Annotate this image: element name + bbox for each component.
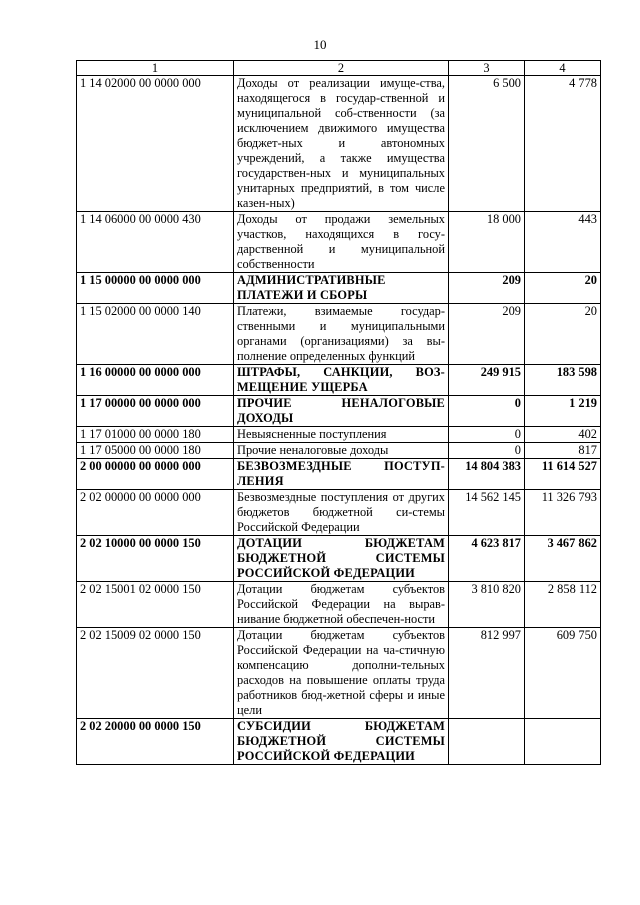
table-body (77, 76, 601, 765)
column-header-2: 2 (234, 61, 449, 76)
value-col3-cell: 4 623 817 (449, 536, 525, 582)
value-col4-cell: 817 (525, 443, 601, 459)
revenue-name-cell: Дотации бюджетам субъектов Российской Федерации на вырав-нивание бюджетной обеспечен-ности (234, 582, 449, 628)
value-col4-cell: 402 (525, 427, 601, 443)
table-row (77, 459, 601, 490)
table-row (77, 582, 601, 628)
revenue-name-cell: Дотации бюджетам субъектов Российской Федерации на ча-стичную компенсацию дополни-тельных расходов на повышение оплаты труда работников бюд-жетной сферы и иные цели (234, 628, 449, 719)
table-row (77, 212, 601, 273)
revenue-name-cell: АДМИНИСТРАТИВНЫЕ ПЛАТЕЖИ И СБОРЫ (234, 273, 449, 304)
value-col4-cell: 11 326 793 (525, 490, 601, 536)
table-row (77, 396, 601, 427)
budget-code-cell: 2 00 00000 00 0000 000 (77, 459, 234, 490)
budget-code-cell: 2 02 20000 00 0000 150 (77, 719, 234, 765)
value-col4-cell: 443 (525, 212, 601, 273)
table-row (77, 76, 601, 212)
value-col4-cell: 3 467 862 (525, 536, 601, 582)
value-col3-cell: 18 000 (449, 212, 525, 273)
value-col3-cell (449, 719, 525, 765)
budget-code-cell: 2 02 15001 02 0000 150 (77, 582, 234, 628)
revenue-name-cell: Доходы от реализации имуще-ства, находящегося в государ-ственной и муниципальной соб-ственности (за исключением движимого имущества бюджет-ных и автономных учреждений, а также имущества государствен-ных и муниципальных унитарных предприятий, в том числе казен-ных) (234, 76, 449, 212)
value-col3-cell: 0 (449, 427, 525, 443)
column-header-4: 4 (525, 61, 601, 76)
budget-code-cell: 2 02 15009 02 0000 150 (77, 628, 234, 719)
value-col4-cell: 20 (525, 304, 601, 365)
column-header-3: 3 (449, 61, 525, 76)
column-header-1: 1 (77, 61, 234, 76)
value-col3-cell: 209 (449, 304, 525, 365)
budget-code-cell: 1 17 00000 00 0000 000 (77, 396, 234, 427)
revenue-name-cell: ШТРАФЫ, САНКЦИИ, ВОЗ-МЕЩЕНИЕ УЩЕРБА (234, 365, 449, 396)
budget-code-cell: 1 17 01000 00 0000 180 (77, 427, 234, 443)
budget-code-cell: 2 02 00000 00 0000 000 (77, 490, 234, 536)
value-col4-cell: 183 598 (525, 365, 601, 396)
table-row (77, 365, 601, 396)
value-col4-cell: 4 778 (525, 76, 601, 212)
revenue-name-cell: СУБСИДИИ БЮДЖЕТАМ БЮДЖЕТНОЙ СИСТЕМЫ РОССИЙСКОЙ ФЕДЕРАЦИИ (234, 719, 449, 765)
value-col4-cell: 20 (525, 273, 601, 304)
revenue-name-cell: ПРОЧИЕ НЕНАЛОГОВЫЕ ДОХОДЫ (234, 396, 449, 427)
value-col3-cell: 0 (449, 443, 525, 459)
revenue-table (76, 60, 601, 765)
value-col4-cell: 1 219 (525, 396, 601, 427)
table-row (77, 719, 601, 765)
table-header-row (77, 61, 601, 76)
budget-code-cell: 1 15 02000 00 0000 140 (77, 304, 234, 365)
value-col4-cell (525, 719, 601, 765)
value-col3-cell: 249 915 (449, 365, 525, 396)
value-col3-cell: 812 997 (449, 628, 525, 719)
budget-code-cell: 1 17 05000 00 0000 180 (77, 443, 234, 459)
table-row (77, 536, 601, 582)
revenue-name-cell: Прочие неналоговые доходы (234, 443, 449, 459)
table-row (77, 304, 601, 365)
revenue-name-cell: Платежи, взимаемые государ-ственными и муниципальными органами (организациями) за вы-полнение определенных функций (234, 304, 449, 365)
revenue-name-cell: ДОТАЦИИ БЮДЖЕТАМ БЮДЖЕТНОЙ СИСТЕМЫ РОССИЙСКОЙ ФЕДЕРАЦИИ (234, 536, 449, 582)
value-col4-cell: 609 750 (525, 628, 601, 719)
value-col3-cell: 14 804 383 (449, 459, 525, 490)
table-row (77, 628, 601, 719)
table-row (77, 427, 601, 443)
budget-code-cell: 2 02 10000 00 0000 150 (77, 536, 234, 582)
value-col3-cell: 6 500 (449, 76, 525, 212)
page-number: 10 (313, 37, 327, 52)
table-row (77, 443, 601, 459)
revenue-name-cell: Доходы от продажи земельных участков, находящихся в госу-дарственной и муниципальной собственности (234, 212, 449, 273)
table-row (77, 273, 601, 304)
value-col4-cell: 2 858 112 (525, 582, 601, 628)
revenue-name-cell: Невыясненные поступления (234, 427, 449, 443)
value-col4-cell: 11 614 527 (525, 459, 601, 490)
value-col3-cell: 14 562 145 (449, 490, 525, 536)
value-col3-cell: 0 (449, 396, 525, 427)
revenue-name-cell: БЕЗВОЗМЕЗДНЫЕ ПОСТУП-ЛЕНИЯ (234, 459, 449, 490)
revenue-name-cell: Безвозмездные поступления от других бюджетов бюджетной си-стемы Российской Федерации (234, 490, 449, 536)
budget-code-cell: 1 14 06000 00 0000 430 (77, 212, 234, 273)
value-col3-cell: 209 (449, 273, 525, 304)
budget-code-cell: 1 15 00000 00 0000 000 (77, 273, 234, 304)
table-row (77, 490, 601, 536)
budget-code-cell: 1 14 02000 00 0000 000 (77, 76, 234, 212)
budget-code-cell: 1 16 00000 00 0000 000 (77, 365, 234, 396)
value-col3-cell: 3 810 820 (449, 582, 525, 628)
